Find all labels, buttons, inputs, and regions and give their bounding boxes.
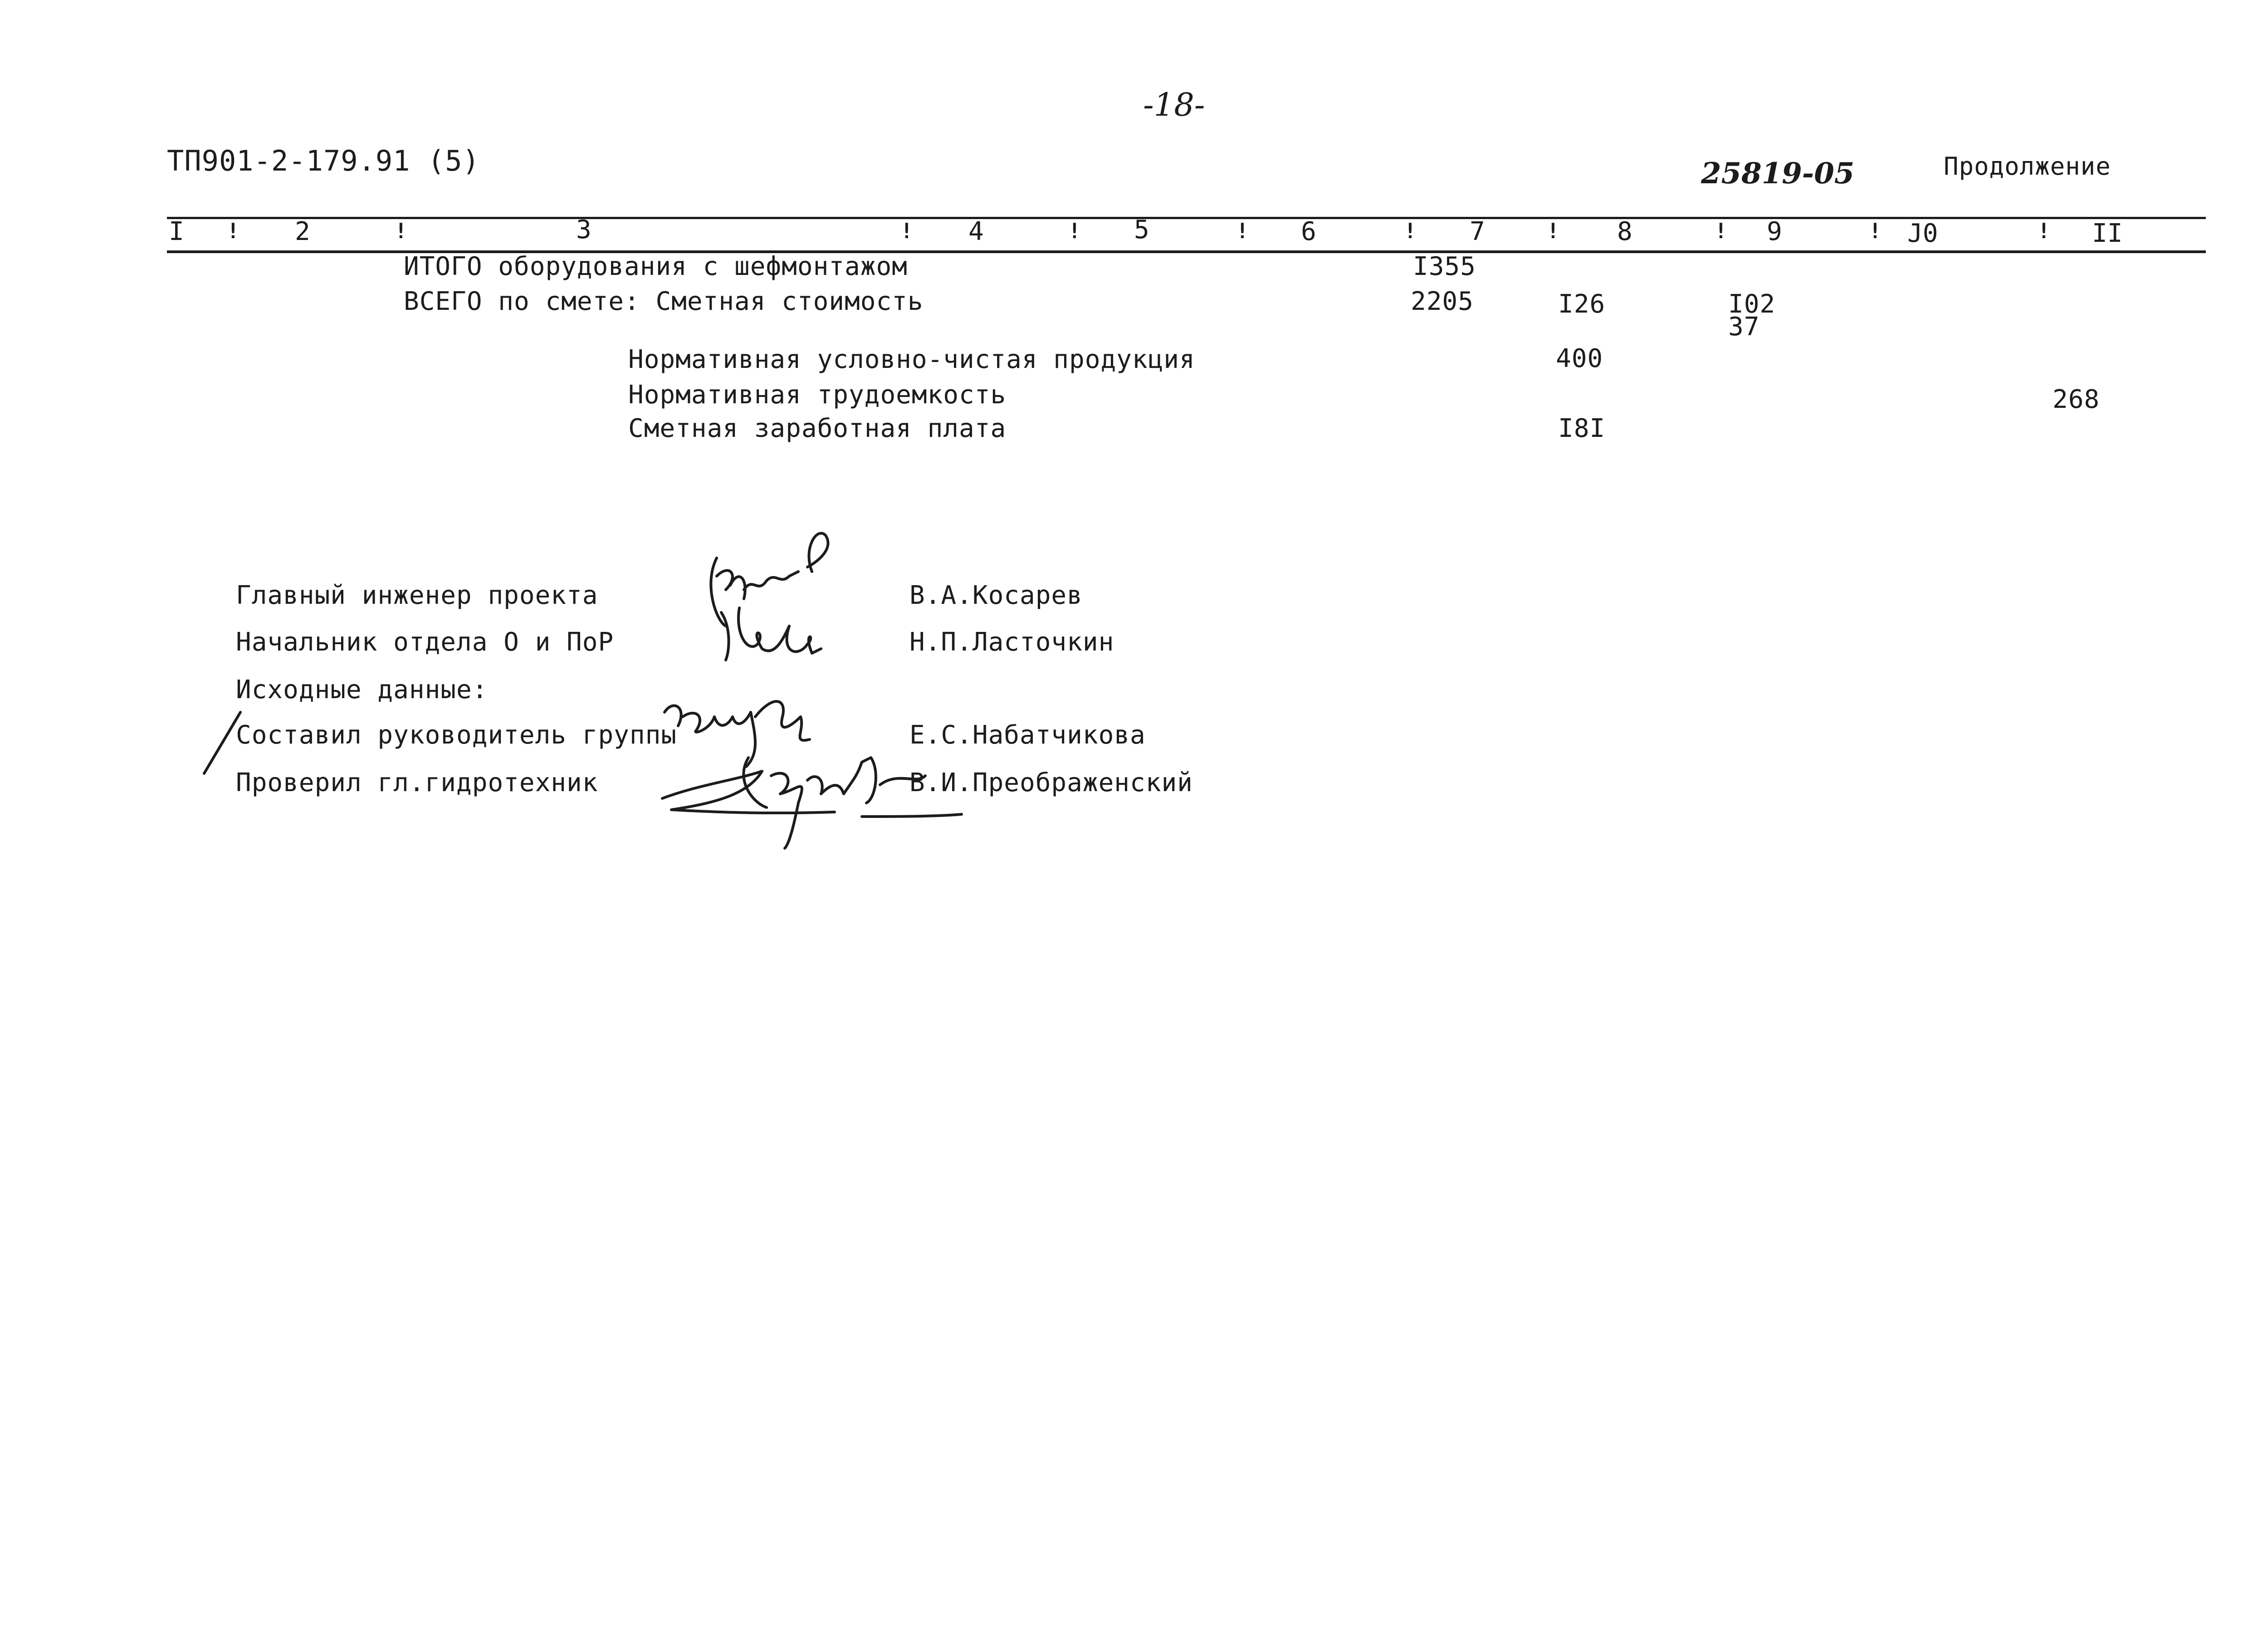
row-value-col11: 268 bbox=[2053, 385, 2100, 414]
row-label-trudoemkost: Нормативная трудоемкость bbox=[628, 380, 1007, 410]
page-number: -18- bbox=[1143, 86, 1205, 123]
row-value-col7: 2205 bbox=[1411, 287, 1474, 316]
role-checked-by: Проверил гл.гидротехник bbox=[236, 768, 598, 797]
column-number-2: 2 bbox=[295, 217, 310, 246]
column-separator: ! bbox=[1547, 219, 1559, 243]
column-number-10: J0 bbox=[1907, 219, 1938, 248]
column-separator: ! bbox=[1404, 219, 1417, 243]
column-separator: ! bbox=[227, 219, 240, 243]
role-compiled-by: Составил руководитель группы bbox=[236, 720, 677, 750]
column-separator: ! bbox=[1715, 219, 1727, 243]
signature-checked-by bbox=[644, 730, 971, 857]
column-number-9: 9 bbox=[1767, 217, 1782, 246]
row-value-col8: I26 bbox=[1558, 289, 1606, 319]
document-code: ТП901-2-179.91 (5) bbox=[167, 144, 480, 177]
column-number-1: I bbox=[169, 217, 184, 246]
column-number-5: 5 bbox=[1134, 215, 1149, 245]
row-value-col9: I02 bbox=[1728, 289, 1776, 319]
name-compiled-by: Е.С.Набатчикова bbox=[909, 720, 1146, 750]
row-value-col9-second: 37 bbox=[1728, 312, 1760, 342]
row-label-zarplata: Сметная заработная плата bbox=[628, 414, 1007, 443]
column-number-7: 7 bbox=[1470, 217, 1485, 246]
role-chief-engineer: Главный инженер проекта bbox=[236, 581, 598, 610]
column-separator: ! bbox=[1236, 219, 1249, 243]
column-separator: ! bbox=[2038, 219, 2050, 243]
column-number-11: II bbox=[2092, 219, 2123, 248]
role-department-head: Начальник отдела О и ПоР bbox=[236, 627, 614, 657]
column-separator: ! bbox=[1869, 219, 1882, 243]
signature-department-head bbox=[712, 599, 848, 667]
row-value-col8: I8I bbox=[1558, 414, 1606, 443]
column-number-4: 4 bbox=[968, 217, 984, 246]
name-chief-engineer: В.А.Косарев bbox=[909, 581, 1083, 610]
inventory-number: 25819-05 bbox=[1701, 157, 1855, 191]
column-separator: ! bbox=[395, 219, 407, 243]
column-separator: ! bbox=[900, 219, 913, 243]
row-label-itogo: ИТОГО оборудования с шефмонтажом bbox=[404, 252, 908, 281]
source-data-label: Исходные данные: bbox=[236, 675, 488, 705]
column-number-6: 6 bbox=[1301, 217, 1316, 246]
row-label-uchp: Нормативная условно-чистая продукция bbox=[628, 345, 1195, 374]
row-value-col7: I355 bbox=[1413, 252, 1476, 281]
column-number-3: 3 bbox=[576, 215, 591, 245]
name-checked-by: В.И.Преображенский bbox=[909, 768, 1193, 797]
row-value-col8: 400 bbox=[1556, 344, 1603, 373]
continuation-label: Продолжение bbox=[1944, 152, 2111, 181]
column-number-8: 8 bbox=[1617, 217, 1633, 246]
name-department-head: Н.П.Ласточкин bbox=[909, 627, 1114, 657]
check-mark bbox=[195, 708, 249, 780]
column-separator: ! bbox=[1068, 219, 1081, 243]
table-top-rule bbox=[167, 217, 2206, 219]
row-label-vsego: ВСЕГО по смете: Сметная стоимость bbox=[404, 287, 924, 316]
